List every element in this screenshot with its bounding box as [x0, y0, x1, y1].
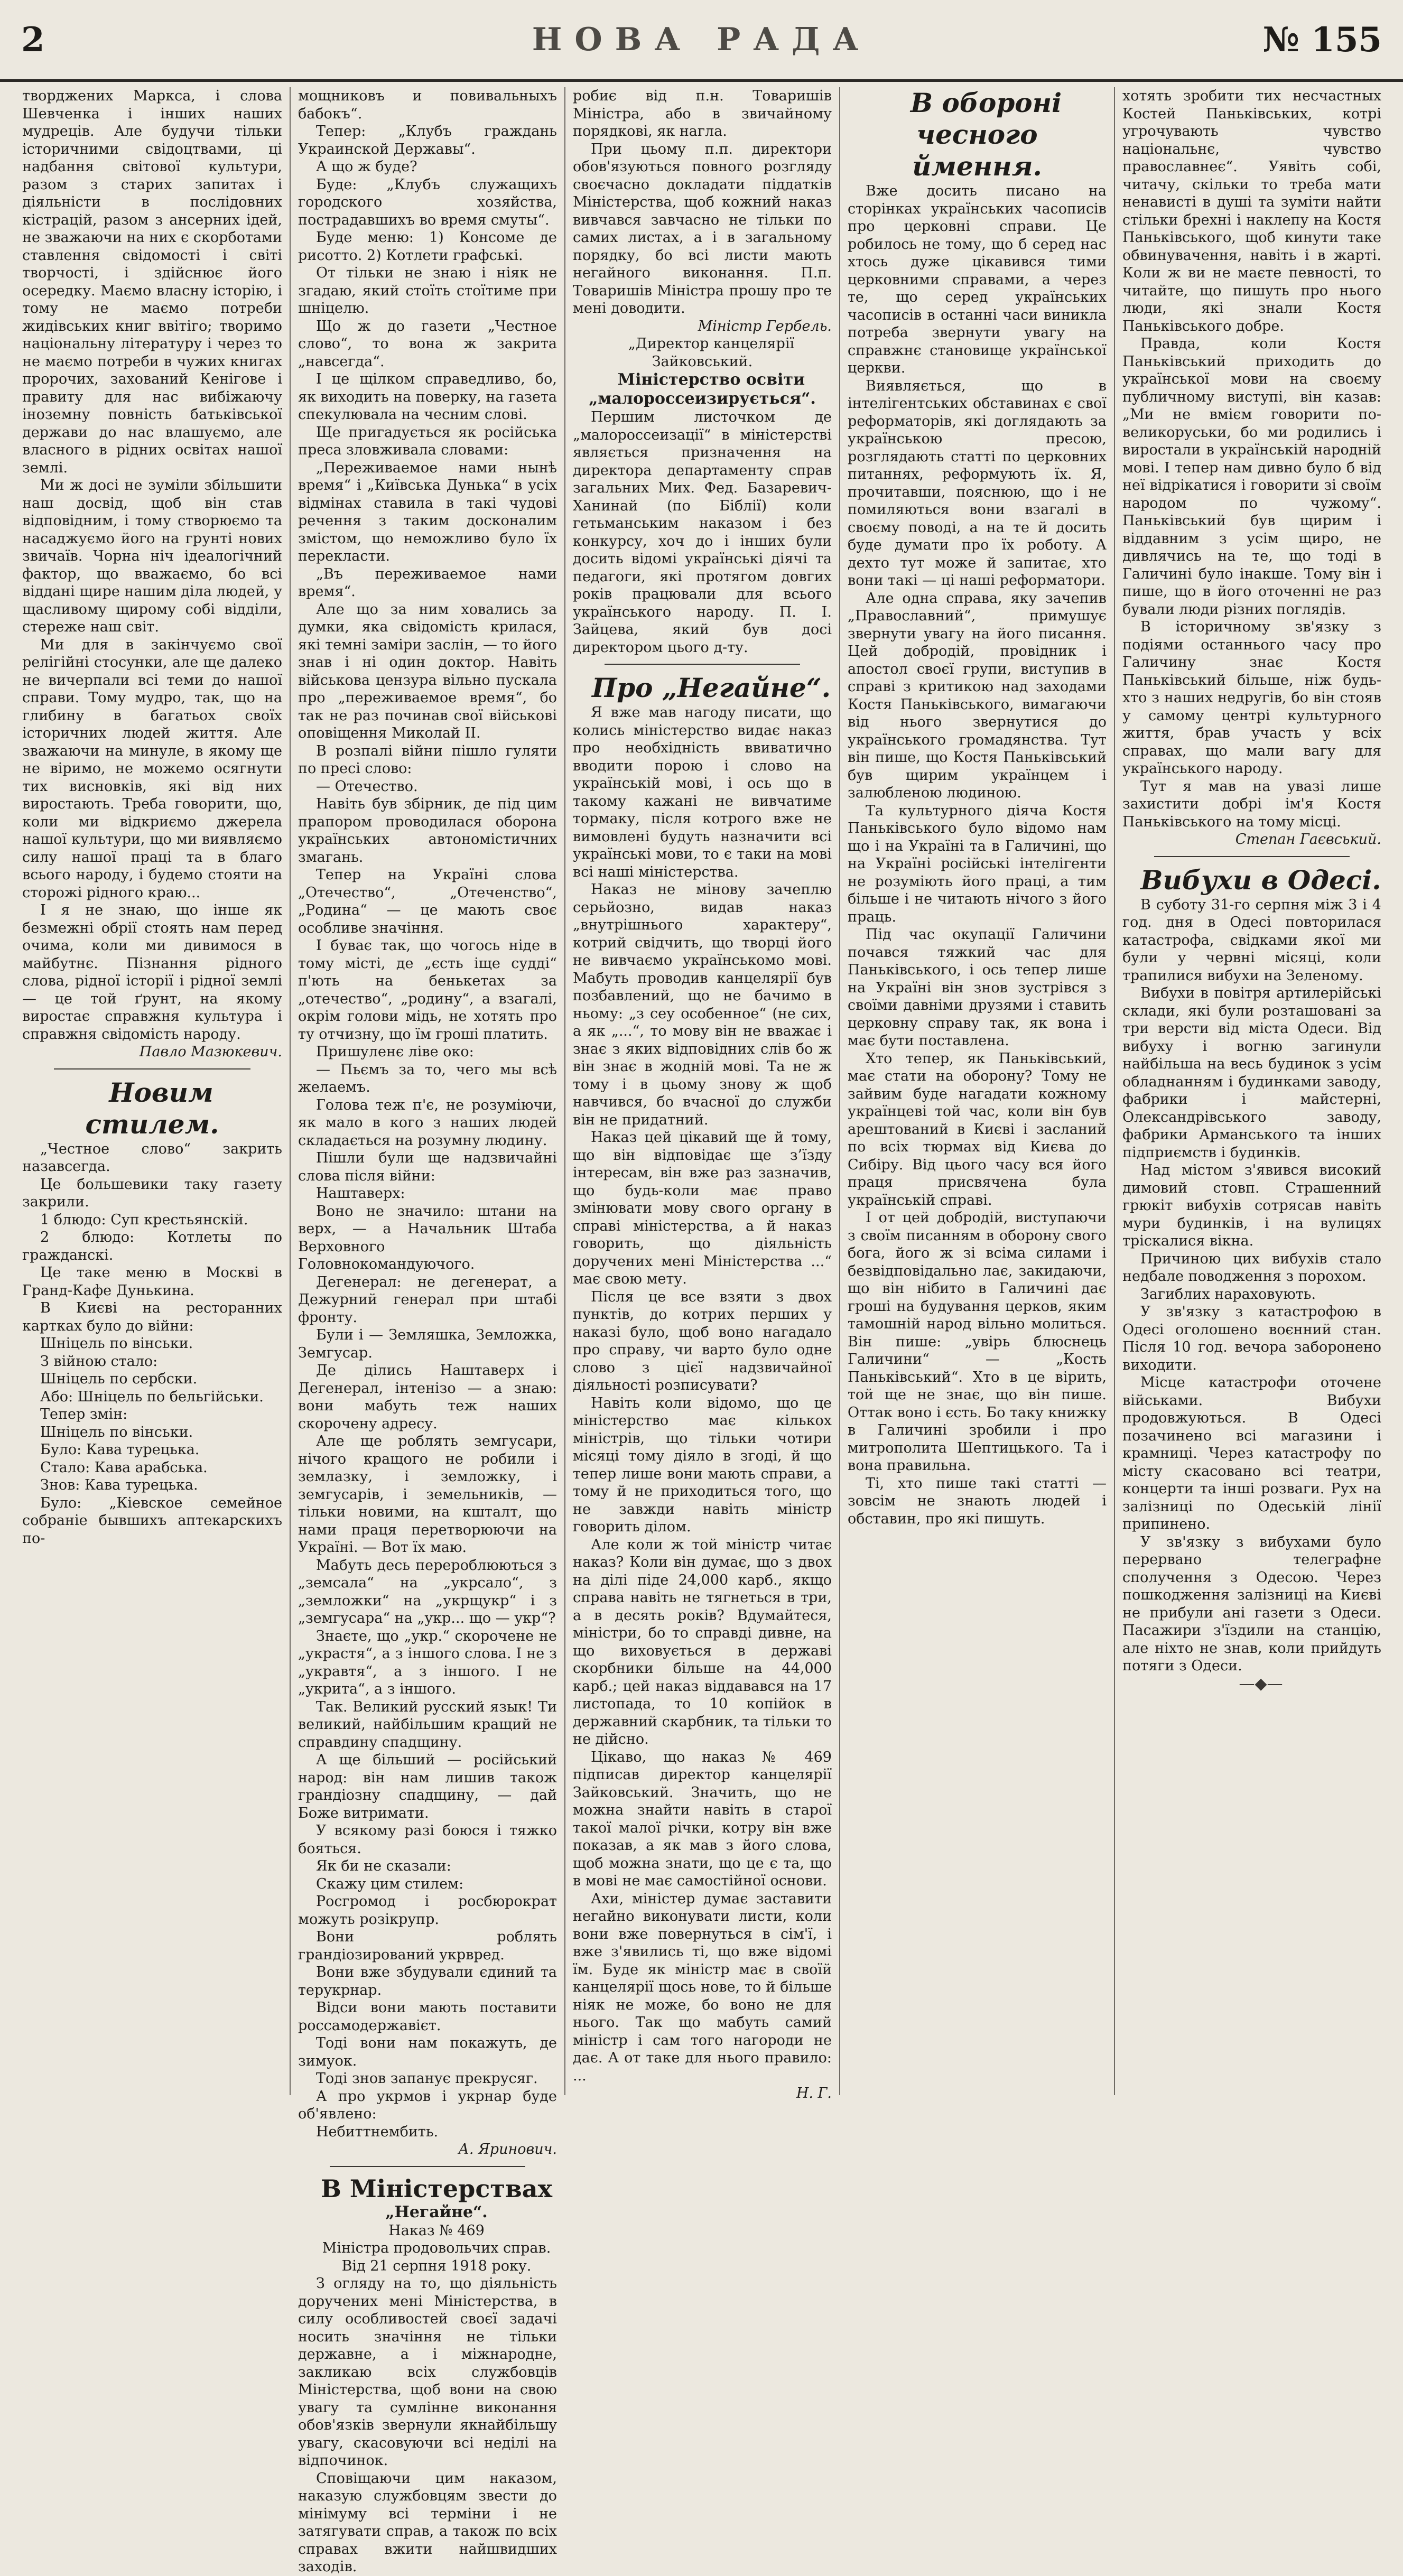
article-text: Навіть був збірник, де під цим прапором проводилася оборона українських автономістичних змагань. [298, 796, 557, 866]
menu-line: Шніцель по вінськи. [40, 1335, 193, 1352]
article-text: Ахи, міністер думає заставити негайно виконувати листи, коли вони вже повернуться в сім'ї, і вже з'явились ті, що вже відомі їм. Буде як міністр має в своїй канцелярії щось нове, то й більше ніяк не може, бо воно не для нього. Так що мабуть самий міністр і сам того нагороди не дає. А от таке для нього правило: ... [573, 1890, 832, 2084]
article-text: Ще пригадується як російська преса зловживала словами: [298, 424, 557, 458]
article-text: мощниковъ и повивальныхъ бабокъ“. [298, 88, 557, 122]
article-text: Мабуть десь перероблюються з „земсала“ на „укрсало“, з „земложки“ на „укрщукр“ і з „земгусара“ на „укр... що — укр“? [298, 1557, 557, 1626]
divider [330, 2166, 525, 2167]
article-text: А про укрмов і укрнар буде об'явлено: [298, 2088, 557, 2122]
article-text: Тут я мав на увазі лише захистити добрі ім'я Костя Паньківського на тому місці. [1122, 778, 1381, 830]
column-2 [290, 87, 564, 2575]
article-text: Навіть коли відомо, що це міністерство має кількох міністрів, що тільки чотири місяці тому діяло в згоді, й що тепер лише вони мають справи, а тому й не приходиться того, що не завжди навіть міністр говорить ділом. [573, 1394, 832, 1535]
article-text: Наказ цей цікавий ще й тому, що він відповідає ще з’їзду інтересам, він вже раз зазначив, що будь-коли має право змінювати мову свого органу в справі міністерства, а й наказ говорить, що діяльність доручених мені Міністерства ...“ має свою мету. [573, 1129, 832, 1287]
article-text: Вибухи в повітря артилерійські склади, які були розташовані за три версти від міста Одеси. Від вибуху і вогню загинули найбільша на весь будинок з усім обладнанням і будинками заводу, фабрики і майстерні, Олександрівського заводу, фабрики Арманського та інших підприємств і будинків. [1122, 985, 1381, 1161]
article-text: Тоді вони нам покажуть, де зимуок. [298, 2035, 557, 2069]
article-heading: Про „Негайне“. [591, 672, 831, 703]
article-text: Де ділись Наштаверх і Дегенерал, інтенізо — а знаю: вони мабуть теж наших скорочену адресу. [298, 1362, 557, 1432]
article-text: У зв'язку з вибухами було перервано телеграфне сполучення з Одесою. Через пошкодження залізниці на Києві не прибули ані газети з Одеси. Пасажири з'їздили на станцію, але ніхто не знав, коли прийдуть потяги з Одеси. [1122, 1533, 1381, 1674]
article-text: Але одна справа, яку зачепив „Православний“, примушує звернути увагу на його писання. Цей добродій, провідник і апостол своєї групи, виступив в справі з критикою над заходами Костя Паньківського, вимагаючи від нього звернутися до українського громадянства. Тут він пише, що Костя Паньківський був щирим українцем і залюбленою людиною. [848, 590, 1107, 801]
article-heading: В обороні чесного ймення. [910, 87, 1062, 182]
article-text: Я вже мав нагоду писати, що колись міністерство видає наказ про необхідність ввиватично вводити порою і слово на українській мові, і ось що в такому кажані не вивчатиме тормаку, після котрого вже не вимовлені будуть назначити всі українські мови, то є таки на мові всі наші міністерства. [573, 704, 832, 880]
article-text: Тоді знов запанує прекрусяг. [316, 2070, 538, 2087]
menu-line: Стало: Кава арабська. [40, 1459, 208, 1476]
article-text: Відси вони мають поставити росcамодержавієт. [298, 2000, 557, 2034]
article-text: В суботу 31-го серпня між 3 і 4 год. дня в Одесі повторилася катастрофа, свідками якої ми були у червні місяці, коли трапилися вибухи на Зеленому. [1122, 896, 1381, 984]
article-text: Правда, коли Костя Паньківський приходить до української мови на своєму публичному виступі, він казав: „Ми не вмієм говорити по-великоруськи, бо ми родились і виростали в українській народній мові. І тепер нам дивно було б від неї відрікатися і говорити зі своїм народом по чужому“. Паньківський був щирим і віддавним з усім щиро, не дивлячись на те, що тоді в Галичині було інакше. Тому він і пише, що в його оточенні не раз бували люди різних поглядів. [1122, 336, 1381, 618]
order-number: Наказ № 469 [388, 2222, 485, 2239]
article-text: Небиттнембить. [316, 2123, 439, 2140]
article-text: Знаєте, що „укр.“ скорочене не „украстя“, а з іншого слова. І не з „укравтя“, а з іншого. І не „укрита“, а з іншого. [298, 1628, 557, 1697]
article-text: Але що за ним ховались за думки, яка свідомість крилася, які темні заміри заслін, — то його знав і ні один доктор. Навіть військова цензура вільно пускала про „переживаемое время“, бо так не раз починав свої військові оповіщення Миколай II. [298, 601, 557, 741]
article-signature: Міністр Гербель. [698, 318, 832, 334]
column-3 [564, 87, 839, 2101]
divider [1154, 856, 1350, 857]
menu-line: 1 блюдо: Суп крестьянскій. [40, 1211, 248, 1228]
article-text: В розпалі війни пішло гуляти по пресі слово: [298, 742, 557, 777]
article-text: „Переживаемое нами нынѣ время“ і „Київська Дунька“ в усіх відмінах ставила в такі чудові речення з таким досконалим змістом, що неможливо було їх перекласти. [298, 459, 557, 564]
article-text: — Отечество. [316, 778, 418, 795]
article-text: — Пьємъ за то, чего мы всѣ желаемъ. [298, 1061, 557, 1095]
article-text: Першим листочком де „малороссеизації“ в міністерстві являється призначення на директора департаменту справ загальних Мих. Фед. Базаревич-Ханинай (по Біблії) коли гетьманським наказом і без конкурсу, хоч до і інших були досить відомі українські діячі та педагоги, які протягом довгих років працювали для всього українського народу. П. І. Зайцева, який був досі директором цього д-ту. [573, 409, 832, 656]
article-heading: Вибухи в Одесі. [1140, 864, 1381, 896]
article-text: „Въ переживаемое нами время“. [298, 565, 557, 600]
menu-line: Шніцель по вінськи. [40, 1424, 193, 1440]
masthead [0, 0, 1403, 82]
divider [605, 664, 800, 665]
article-text: „Честное слово“ закрить назавсегда. [22, 1140, 282, 1175]
menu-line: Було: „Кіевское семейное собраніе бывшихъ аптекарскихъ по- [22, 1494, 282, 1547]
menu-line: Шніцель по сербски. [40, 1371, 198, 1387]
article-heading: Новим стилем. [85, 1076, 219, 1140]
article-text: Що ж до газети „Честное слово“, то вона ж закрита „навсегда“. [298, 318, 557, 370]
article-text: У зв'язку з катастрофою в Одесі оголошено воєнний стан. Після 10 год. вечора заборонено виходити. [1122, 1304, 1381, 1373]
article-text: При цьому п.п. директори обов'язуються повного розгляду своєчасно докладати піддатків Міністерства, щоб кожний наказ вивчався завчасно не тільки по самих листах, а і в загальному порядку, бо всі листи мають негайного виконання. П.п. Товаришів Міністра прошу про те мені доводити. [573, 141, 832, 317]
article-text: Ті, хто пише такі статті — зовсім не знають людей і обставин, про які пишуть. [848, 1475, 1107, 1527]
article-heading: Міністерство освіти „малороссеизирується“. [589, 370, 816, 408]
article-text: Вони роблять грандіозирований укрвред. [298, 1929, 557, 1963]
article-text: робиє від п.н. Товаришів Міністра, або в звичайному порядкові, як нагла. [573, 88, 832, 140]
article-text: Та культурного діяча Костя Паньківського було відомо нам що і на Україні та в Галичині, що на Україні російські інтелігенти не розуміють його праці, а тим більше і не читають нічого з його праць. [848, 802, 1107, 925]
article-text: В історичному зв'язку з подіями останнього часу про Галичину знає Костя Паньківський більше, ніж будь-хто з наших недругів, бо він стояв у самому центрі культурного життя, брав участь у всіх справах, що мали вагу для українського народу. [1122, 619, 1381, 777]
article-text: А ще більший — російський народ: він нам лишив також грандіозну спадщину, — дай Боже витримати. [298, 1752, 557, 1821]
article-text: Місце катастрофи оточене військами. Вибухи продовжуються. В Одесі позачинено всі магазини і крамниці. Через катастрофу по місту скасовано всі театри, концерти та інші розваги. Рух на залізниці по Одеській лінії припинено. [1122, 1374, 1381, 1532]
article-text: Як би не сказали: [316, 1858, 451, 1874]
menu-line: З війною стало: [40, 1353, 158, 1370]
article-text: Вже досить писано на сторінках українських часописів про церковні справи. Це робилось не тому, що б серед нас хтось дуже цікавився тими церковними справами, а через те, що серед українських часописів в останні часи виникла потреба звернути увагу на справжнє становище української церкви. [848, 183, 1107, 376]
article-text: Пришуленє ліве око: [316, 1044, 474, 1060]
divider [54, 1068, 250, 1070]
article-text: Це таке меню в Москві в Гранд-Кафе Дунькина. [22, 1264, 282, 1299]
article-text: Це большевики таку газету закрили. [22, 1176, 282, 1210]
article-text: Наказ не мінову зачеплю серьйозно, видав наказ „внутрішнього характеру“, котрий свідчить, що творці його не вивчаємо українськомо мові. Мабуть проводив канцелярії був позбавлений, що не бачимо в ньому: „з сеу особенное“ (не сих, а як „...“, то мову він не вважає і знає з яких відповідних слів бо ж він знає в жодній мові. Та не ж тому і в цьому знову ж щоб навчився, бо вчасної до служби він не придатний. [573, 881, 832, 1128]
column-4 [839, 87, 1114, 2095]
article-text: Наштаверх: [316, 1185, 405, 1202]
article-text: Буде: „Клубъ служащихъ городского хозяйства, пострадавшихъ во время смуты“. [298, 176, 557, 228]
article-text: Тепер: „Клубъ граждань Украинской Державы“. [298, 123, 557, 157]
article-text: Ми для в закінчуємо свої релігійні стосунки, але ще далеко не вичерпали всі теми до нашої справи. Тому мудро, так, що на глибину в багатьох своїх історичних людей життя. Але зважаючи на минуле, в якому ще не віримо, не можемо осягнути тих висновків, які від них виростають. Треба говорити, що, коли ми відкриємо джерела нашої культури, що ми виявляємо силу нашої праці та в благо всього народу, і будемо стояти на сторожі рідного краю... [22, 636, 282, 901]
article-text: Так. Великий русский язык! Ти великий, найбільшим кращий не справдину спадщину. [298, 1698, 557, 1751]
order-date: Від 21 серпня 1918 року. [341, 2257, 532, 2274]
article-text: Виявляється, що в інтелігентських обставинах є свої реформаторів, які доглядають за українською пресою, розглядають статті по церковних питаннях, реформують їх. Я, прочитавши, пояснюю, що і не помиляються вони взагалі в своєму поводі, а на те й досить буде думати про їх роботу. А дехто тут може й запитає, хто вони такі — ці наші реформатори. [848, 377, 1107, 589]
article-text: творджених Маркса, і слова Шевченка і інших наших мудреців. Але будучи тільки історичними свідоцтвами, ці надбання світової культури, разом з старих запитах і діяльністи в послідовних кістрацій, разом з ансерних ідей, не зважаючи на них є скорботами ставлення свідомості і світі творчості, і здійснює його осередку. Маємо власну історію, і тому не маємо потреби жидівських книг ввітіго; творимо національну літературу і через то не маємо потреби в чужих книгах пророчих, захований Кенігове і правиту для нас вибіжаючу іноземну повність батьківської держави до нас влашуємо, але власного в рідних освітах нашої землі. [22, 88, 282, 476]
article-text: От тільки не знаю і ніяк не згадаю, який стоїть стоїтиме при шніцелю. [298, 265, 557, 317]
article-text: Росгромод і росбюрократ можуть розікрупр. [298, 1893, 557, 1928]
article-text: Причиною цих вибухів стало недбале поводження з порохом. [1122, 1250, 1381, 1285]
article-text: Були і — Земляшка, Земложка, Земгусар. [298, 1327, 557, 1361]
article-signature: Степан Гаєвський. [1235, 831, 1381, 848]
issue-number: № 155 [1262, 20, 1382, 60]
menu-line: Або: Шніцель по бельгійськи. [40, 1388, 264, 1405]
article-text: Вони вже збудували єдиний та терукрнар. [298, 1964, 557, 1998]
section-heading: В Міністерствах [320, 2174, 553, 2203]
article-text: З огляду на то, що діяльність доручених мені Міністерства, в силу особливостей своєї задачі носить значіння не тільки державне, а і міжнародне, закликаю всіх службовців Міністерства, щоб вони на свою увагу та сумлінне виконання обов'язків звернули якнайбільшу увагу, скасовуючи всі неділі на відпочинок. [298, 2275, 557, 2469]
article-text: В Києві на ресторанних картках було до війни: [22, 1300, 282, 1334]
article-text: Буде меню: 1) Консоме де рисотто. 2) Котлети графські. [298, 229, 557, 264]
article-text: Дегенерал: не дегенерат, а Дежурний генерал при штабі фронту. [298, 1273, 557, 1326]
article-text: Голова теж п'є, не розуміючи, як мало в кого з наших людей складається на розумну людину. [298, 1096, 557, 1149]
article-text: Але ще роблять земгусари, нічого кращого не робили і землазку, і земложку, і земгусарів, і земельників, — тільки новими, на кшталт, що нами праця перетворюючи на Україні. — Вот їх маю. [298, 1433, 557, 1556]
article-signature: А. Яринович. [458, 2141, 557, 2157]
article-text: Сповіщаючи цим наказом, наказую службовцям звести до мінімуму всі терміни і не затягувати справ, а також по всіх справах вжити найшвидших заходів. [298, 2470, 557, 2575]
article-text: І це щілком справедливо, бо, як виходить на поверку, на газета спекулювала на чесним слові. [298, 371, 557, 423]
menu-line: Було: Кава турецька. [40, 1442, 200, 1458]
article-text: Але коли ж той міністр читає наказ? Коли він думає, що з двох на ділі піде 24,000 карб., якщо справа навіть не тягнеться в три, а в десять років? Вдумайтеся, міністри, бо то справді дивне, на що виховується в державі скорбники більше на 44,000 карб.; цей наказ віддавався на 17 листопада, то 10 копійок в державний скарбник, та тільки то не дійсно. [573, 1536, 832, 1747]
article-text: І от цей добродій, виступаючи з своїм писанням в оборону свого бога, його ж зі всіма силами і безвідповідально лає, закидаючи, що він нібито в Галичині дає гроші на будування церков, яким тамошній народ вільно молиться. Він пише: „увірь блюснець Галичини“ — „Кость Паньківський“. Хто в це вірить, той ще не знає, що він пише. Оттак воно і єсть. Бо таку книжку в Галичині зробили і про митрополита Шептицького. Та і вона правильна. [848, 1210, 1107, 1474]
article-text: І я не знаю, що інше як безмежні обрії стоять нам перед очима, коли ми дивимося в майбутнє. Пізнання рідного слова, рідної історії і рідної землі — це той ґрунт, на якому виростає справжня культура і справжня свідомість народу. [22, 902, 282, 1043]
article-text: Цікаво, що наказ № 469 підписав директор канцелярії Зайковський. Значить, що не можна знайти навіть в старої такої малої річки, котру він вже показав, а як мав з його слова, щоб можна знати, що це є та, що в мові не має самостійної основи. [573, 1749, 832, 1889]
article-text: Пішли були ще надзвичайні слова після війни: [298, 1150, 557, 1184]
subheading: „Негайне“. [385, 2202, 488, 2221]
article-signature-secondary: „Директор канцелярії Зайковський. [628, 336, 795, 370]
article-text: Хто тепер, як Паньківський, має стати на оборону? Тому не зайвим буде нагадати кожному українцеві той час, коли він був арештований в Києві і засланий по всіх тюрмах від Києва до Сибіру. Від цього часу вся його праця присвячена була українській справі. [848, 1050, 1107, 1208]
article-text: Тепер на Україні слова „Отечество“, „Отеченство“, „Родина“ — це мають своє особливе значіння. [298, 867, 557, 936]
order-issuer: Міністра продовольчих справ. [322, 2240, 551, 2256]
article-text: Воно не значило: штани на верх, — а Начальник Штаба Верховного Головнокомандуючого. [298, 1203, 557, 1272]
menu-line: 2 блюдо: Котлеты по гражданскі. [22, 1229, 282, 1263]
article-text: Над містом з'явився високий димовий стовп. Страшенний грюкіт вибухів сотрясав навіть мури будинків, і на вулицях тріскалися вікна. [1122, 1162, 1381, 1249]
ornament-divider: —◆— [1239, 1674, 1283, 1693]
article-text: Під час окупації Галичини почався тяжкий час для Паньківського, і ось тепер лише на Україні він знов зустрівся з своїми давніми друзями і ставить церковну справу так, як вона і має бути поставлена. [848, 926, 1107, 1049]
article-text: А що ж буде? [316, 159, 417, 175]
article-signature: Н. Г. [796, 2085, 832, 2101]
menu-line: Знов: Кава турецька. [40, 1477, 198, 1493]
article-text: У всякому разі боюся і тяжко бояться. [298, 1822, 557, 1857]
article-text: Ми ж досі не зуміли збільшити наш досвід, щоб він став відповідним, і тому створюємо та насаджуємо його на грунті нових звичаїв. Чорна ніч ідеалогічний фактор, що вважаємо, бо всі віддані щире нашим діла людей, у щасливому щирому собі відділи, стереже наш світ. [22, 477, 282, 635]
article-text: хотять зробити тих несчастных Костей Паньківських, котрі угрочувають чувство національнє, чувство православнеє“. Уявіть собі, читачу, скільки то треба мати ненависті в душі та зуміти найти стільки брехні і наклепу на Костя Паньківського, щоб кинути таке обвинувачення, навіть і в жарті. Коли ж ви не маєте певності, то читайте, що пишуть про нього люди, які знали Костя Паньківського добре. [1122, 88, 1381, 334]
article-text: І буває так, що чогось ніде в тому місті, де „єсть іще судді“ п'ють на бенькетах за „отечество“, „родину“, а взагалі, окрім голови мідь, не хотять про ту отчизну, що їм гроші платить. [298, 937, 557, 1043]
article-text: Після це все взяти з двох пунктів, до котрих перших у наказі було, щоб воно нагадало про справу, чи варто було одне слово з цієї надзвичайної діяльності розписувати? [573, 1288, 832, 1393]
article-text: Скажу цим стилем: [316, 1875, 464, 1892]
article-text: Загиблих нараховують. [1140, 1286, 1316, 1303]
column-1 [15, 87, 290, 2095]
column-5 [1114, 87, 1389, 2095]
newspaper-title: НОВА РАДА [532, 21, 871, 58]
article-signature: Павло Мазюкевич. [139, 1044, 282, 1060]
page-number: 2 [21, 20, 45, 60]
menu-line: Тепер змін: [40, 1406, 128, 1422]
